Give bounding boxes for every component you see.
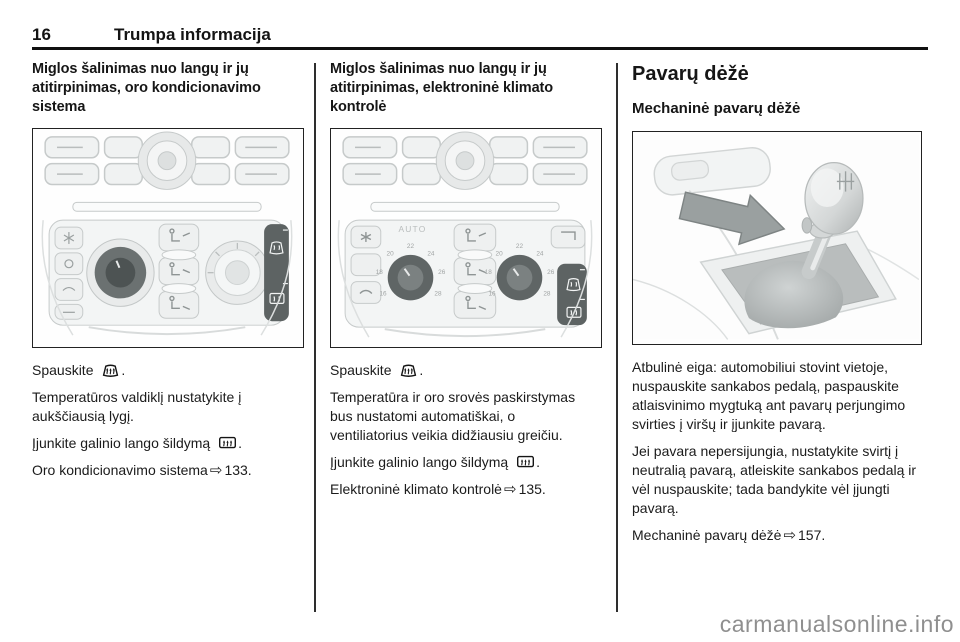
dial-number: 18 — [484, 269, 492, 277]
reverse-gear-paragraph: Atbulinė eiga: automobiliui stovint vietoje, nuspauskite sankabos pedalą, paspauskite atlaisvinimo mygtuką ant pavarų perjungimo svirties į viršų ir įjunkite pavarą. — [632, 359, 906, 432]
electronic-climate-panel-illustration — [331, 129, 599, 345]
reference-label: Mechaninė pavarų dėžė — [632, 527, 782, 543]
column-divider-right — [616, 63, 618, 612]
rear-window-heating-icon — [218, 435, 237, 450]
reference-electronic-climate — [330, 480, 608, 499]
figure-electronic-climate-panel — [330, 128, 602, 348]
rear-label: Įjunkite galinio lango šildymą — [32, 435, 211, 451]
dial-number: 20 — [495, 250, 503, 258]
rear-period: . — [238, 435, 242, 451]
reference-label: Elektroninė klimato kontrolė — [330, 481, 502, 497]
reference-arrow-icon: ⇨ — [209, 462, 223, 479]
windshield-defrost-icon — [101, 362, 120, 377]
gear-lever-illustration — [633, 132, 919, 342]
rear-period: . — [536, 454, 540, 470]
page-number: 16 — [32, 25, 51, 44]
figure-manual-ac-panel — [32, 128, 304, 348]
dial-number: 26 — [547, 269, 555, 277]
heading-gearbox: Pavarų dėžė — [632, 63, 749, 85]
watermark: carmanualsonline.info — [719, 611, 954, 637]
dial-number: 24 — [536, 250, 544, 258]
page-title: Trumpa informacija — [114, 25, 271, 44]
dial-number: 16 — [379, 290, 387, 298]
figure-gear-lever — [632, 131, 922, 345]
heading-demist-climate: Miglos šalinimas nuo langų ir jų atitirpinimas, elektroninė klimato kontrolė — [330, 61, 554, 115]
press-label: Spauskite — [32, 362, 94, 378]
auto-climate-paragraph: Temperatūra ir oro srovės paskirstymas bus nustatomi automatiškai, o ventiliatorius veikia didžiausiu greičiu. — [330, 389, 576, 443]
reference-manual-gearbox — [632, 526, 924, 545]
press-period: . — [419, 362, 424, 378]
dial-number: 24 — [427, 250, 435, 258]
reference-page: 157. — [798, 527, 826, 543]
reference-ac-system — [32, 461, 310, 480]
dial-number: 28 — [543, 290, 551, 298]
header-rule — [32, 47, 928, 50]
press-instruction — [32, 361, 310, 380]
dial-number: 16 — [488, 290, 496, 298]
dial-number: 20 — [386, 250, 394, 258]
column-demist-electronic-climate — [330, 60, 608, 507]
dial-number: 18 — [375, 269, 383, 277]
column-gearbox — [632, 62, 924, 553]
press-label: Spauskite — [330, 362, 392, 378]
reference-label: Oro kondicionavimo sistema — [32, 462, 208, 478]
dial-number: 26 — [438, 269, 446, 277]
subheading-manual-gearbox: Mechaninė pavarų dėžė — [632, 100, 801, 117]
heading-demist-ac: Miglos šalinimas nuo langų ir jų atitirpinimas, oro kondicionavimo sistema — [32, 61, 261, 115]
temperature-instruction: Temperatūros valdiklį nustatykite į aukščiausią lygį. — [32, 389, 242, 424]
rear-heating-instruction — [330, 453, 608, 472]
press-period: . — [121, 362, 126, 378]
rear-window-heating-icon — [516, 454, 535, 469]
windshield-defrost-icon — [399, 362, 418, 377]
column-divider-left — [314, 63, 316, 612]
press-instruction — [330, 361, 608, 380]
rear-label: Įjunkite galinio lango šildymą — [330, 454, 509, 470]
auto-mode-label: AUTO — [398, 224, 427, 235]
dial-number: 22 — [406, 242, 415, 250]
dial-number: 28 — [434, 290, 442, 298]
reference-page: 133. — [224, 462, 252, 478]
reference-page: 135. — [518, 481, 546, 497]
gear-retry-paragraph: Jei pavara nepersijungia, nustatykite svirtį į neutralią pavarą, atleiskite sankabos pedalą ir vėl nuspauskite; tada bandykite vėl įjungti pavarą. — [632, 443, 917, 516]
column-demist-air-conditioning — [32, 60, 310, 488]
reference-arrow-icon: ⇨ — [783, 527, 797, 544]
manual-ac-panel-illustration — [33, 129, 301, 345]
rear-heating-instruction — [32, 434, 310, 453]
reference-arrow-icon: ⇨ — [503, 481, 517, 498]
dial-number: 22 — [515, 242, 524, 250]
